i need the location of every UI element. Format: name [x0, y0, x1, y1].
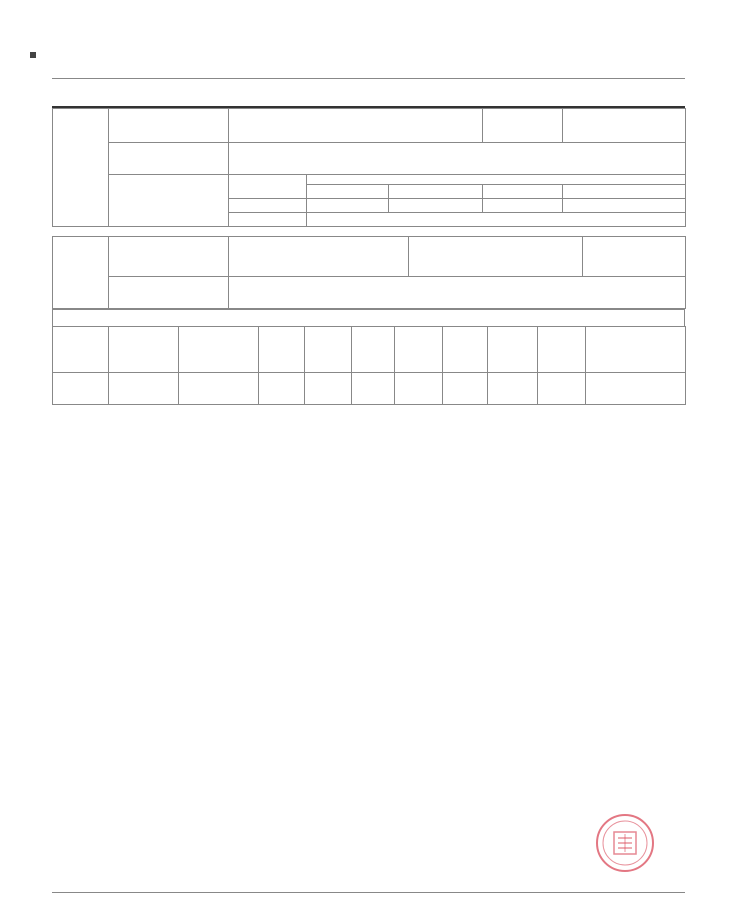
- results-caption: [53, 310, 685, 327]
- size-empty: [483, 185, 563, 199]
- standard-formaldehyde: [305, 373, 352, 405]
- builder-address: [229, 143, 686, 175]
- builder-rep-label: [483, 109, 563, 143]
- official-seal-icon: [594, 812, 656, 874]
- header-radon: [586, 327, 686, 373]
- standard-xylene: [488, 373, 538, 405]
- approval-label: [229, 213, 307, 227]
- measurer-company-label: [109, 237, 229, 277]
- results-table: [52, 326, 686, 405]
- households-empty: [483, 199, 563, 213]
- measurer-reg-no: [583, 237, 686, 277]
- square-bullet-icon: [30, 52, 36, 58]
- standard-dash: [259, 373, 305, 405]
- standard-label: [53, 373, 109, 405]
- standard-row: [53, 373, 686, 405]
- measurer-reg-label: [409, 237, 583, 277]
- header-toluene: [395, 327, 443, 373]
- builder-address-label: [109, 143, 229, 175]
- measurer-table: [52, 236, 686, 309]
- builder-table: [52, 108, 686, 227]
- header-item: [53, 327, 109, 373]
- standard-radon: [586, 373, 686, 405]
- size-label: [307, 175, 686, 185]
- results-header-row: [53, 327, 686, 373]
- households-empty: [563, 199, 686, 213]
- measurer-company-name: [229, 237, 409, 277]
- standard-styrene: [538, 373, 586, 405]
- header-datetime: [109, 327, 179, 373]
- measurer-address-label: [109, 277, 229, 309]
- supply-label: [229, 175, 307, 199]
- header-direction: [259, 327, 305, 373]
- standard-benzene: [352, 373, 395, 405]
- standard-dash: [109, 373, 179, 405]
- size-empty: [563, 185, 686, 199]
- measurer-address: [229, 277, 686, 309]
- builder-section-label: [53, 109, 109, 227]
- approval-date: [307, 213, 686, 227]
- standard-ethylbenzene: [443, 373, 488, 405]
- total-households: [229, 199, 307, 213]
- size-74: [307, 185, 389, 199]
- header-location: [179, 327, 259, 373]
- housing-status-label: [109, 175, 229, 227]
- standard-toluene: [395, 373, 443, 405]
- builder-company-name: [229, 109, 483, 143]
- results-caption-table: [52, 309, 685, 327]
- top-rule: [52, 78, 685, 79]
- builder-rep-name: [563, 109, 686, 143]
- bottom-rule: [52, 892, 685, 893]
- form-identifier: [30, 51, 40, 60]
- households-74: [307, 199, 389, 213]
- header-formaldehyde: [305, 327, 352, 373]
- header-xylene: [488, 327, 538, 373]
- header-benzene: [352, 327, 395, 373]
- standard-dash: [179, 373, 259, 405]
- header-ethylbenzene: [443, 327, 488, 373]
- header-styrene: [538, 327, 586, 373]
- size-84: [389, 185, 483, 199]
- builder-company-label: [109, 109, 229, 143]
- households-84: [389, 199, 483, 213]
- measurer-section-label: [53, 237, 109, 309]
